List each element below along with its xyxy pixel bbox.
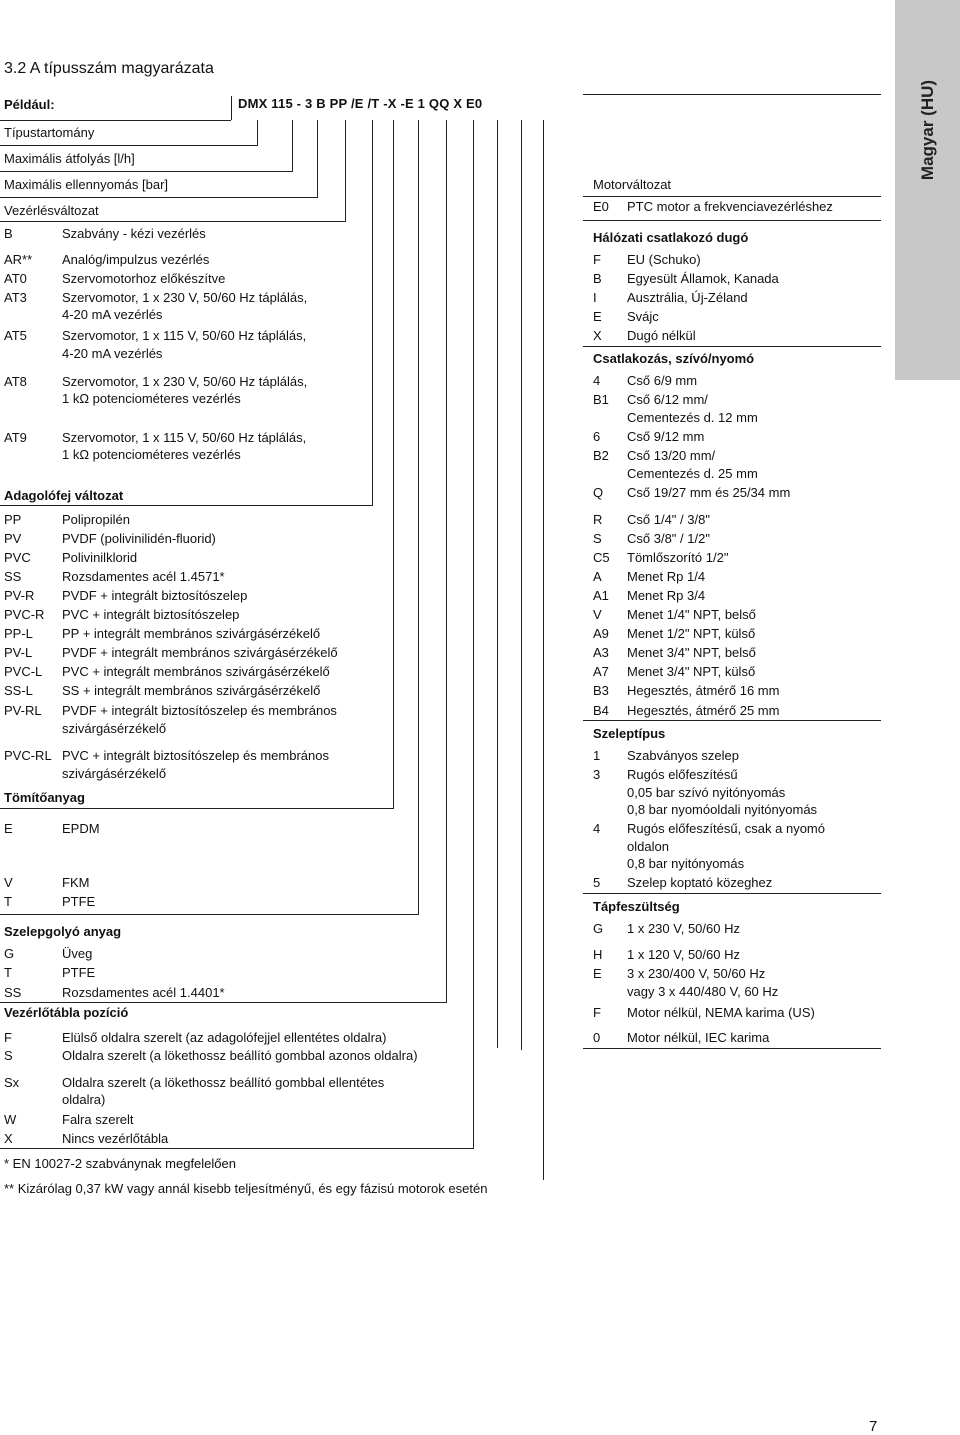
ball-heading: Szelepgolyó anyag [4, 924, 122, 939]
code: X [4, 1131, 13, 1146]
desc-cont: oldalra) [62, 1092, 106, 1107]
example-type-code: DMX 115 - 3 B PP /E /T -X -E 1 QQ X E0 [238, 96, 483, 111]
desc: Szervomotorhoz előkészítve [62, 271, 226, 286]
desc: Falra szerelt [62, 1112, 134, 1127]
code: F [593, 1005, 601, 1020]
rule [372, 120, 373, 506]
code: SS [4, 569, 22, 584]
rule [0, 505, 372, 506]
desc: Motor nélkül, NEMA karima (US) [627, 1005, 815, 1020]
desc: Menet Rp 3/4 [627, 588, 706, 603]
rule [583, 346, 881, 347]
desc: Cső 3/8" / 1/2" [627, 531, 710, 546]
desc: Szervomotor, 1 x 230 V, 50/60 Hz táplálás, [62, 374, 308, 389]
desc: Cső 13/20 mm/ [627, 448, 716, 463]
code: 1 [593, 748, 601, 763]
code-rule [583, 94, 881, 95]
desc: Cső 6/12 mm/ [627, 392, 708, 407]
code: R [593, 512, 603, 527]
control-heading: Vezérlésváltozat [4, 203, 99, 218]
desc: Cső 1/4" / 3/8" [627, 512, 710, 527]
desc: PVDF (polivinilidén-fluorid) [62, 531, 216, 546]
code: AT0 [4, 271, 27, 286]
desc-cont: 4-20 mA vezérlés [62, 307, 163, 322]
rule [583, 196, 881, 197]
desc: Cső 9/12 mm [627, 429, 705, 444]
desc: Oldalra szerelt (a lökethossz beállító gombbal azonos oldalra) [62, 1048, 418, 1063]
example-underline [0, 120, 231, 121]
valve-heading: Szeleptípus [593, 726, 666, 741]
desc: Hegesztés, átmérő 25 mm [627, 703, 780, 718]
code: AT3 [4, 290, 27, 305]
desc: EPDM [62, 821, 100, 836]
code: AT8 [4, 374, 27, 389]
code: E [593, 309, 602, 324]
page-number: 7 [869, 1418, 878, 1435]
rule [583, 220, 881, 221]
code: PVC [4, 550, 31, 565]
code: E [593, 966, 602, 981]
code: F [593, 252, 601, 267]
code: T [4, 965, 12, 980]
rule [543, 120, 544, 1180]
desc-cont: vagy 3 x 440/480 V, 60 Hz [627, 984, 779, 999]
desc: Menet 1/2" NPT, külső [627, 626, 756, 641]
desc: PP + integrált membrános szivárgásérzékelő [62, 626, 321, 641]
rule [583, 1048, 881, 1049]
footnote-1: * EN 10027-2 szabványnak megfelelően [4, 1156, 236, 1171]
code: PV-L [4, 645, 33, 660]
code: B [593, 271, 602, 286]
desc: PVDF + integrált biztosítószelep [62, 588, 248, 603]
connection-heading: Csatlakozás, szívó/nyomó [593, 351, 755, 366]
code: C5 [593, 550, 610, 565]
code: H [593, 947, 603, 962]
seal-heading: Tömítőanyag [4, 790, 85, 805]
code: G [4, 946, 15, 961]
desc: PTC motor a frekvenciavezérléshez [627, 199, 833, 214]
desc-cont: Cementezés d. 12 mm [627, 410, 758, 425]
code: E [4, 821, 13, 836]
rule [0, 145, 257, 146]
rule [473, 120, 474, 1149]
rule [418, 120, 419, 915]
code: 3 [593, 767, 601, 782]
desc: Dugó nélkül [627, 328, 696, 343]
page-title: 3.2 A típusszám magyarázata [4, 60, 214, 77]
desc: Rozsdamentes acél 1.4571* [62, 569, 225, 584]
code: B4 [593, 703, 609, 718]
rule [257, 120, 258, 146]
example-label: Például: [4, 97, 55, 112]
desc: Menet 3/4" NPT, belső [627, 645, 756, 660]
desc: Szervomotor, 1 x 115 V, 50/60 Hz táplálás, [62, 430, 307, 445]
desc: 1 x 120 V, 50/60 Hz [627, 947, 740, 962]
desc: Szervomotor, 1 x 115 V, 50/60 Hz táplálás, [62, 328, 307, 343]
code: PV [4, 531, 22, 546]
code: 5 [593, 875, 601, 890]
desc-cont: Cementezés d. 25 mm [627, 466, 758, 481]
desc: Menet 3/4" NPT, külső [627, 664, 756, 679]
desc: Rozsdamentes acél 1.4401* [62, 985, 225, 1000]
desc: Ausztrália, Új-Zéland [627, 290, 748, 305]
head-heading: Adagolófej változat [4, 488, 124, 503]
desc: Polivinilklorid [62, 550, 138, 565]
code: SS [4, 985, 22, 1000]
supply-heading: Tápfeszültség [593, 899, 680, 914]
desc: Oldalra szerelt (a lökethossz beállító gombbal ellentétes [62, 1075, 385, 1090]
code: I [593, 290, 597, 305]
rule [317, 120, 318, 198]
rule [583, 893, 881, 894]
max-flow-label: Maximális átfolyás [l/h] [4, 151, 135, 166]
code: SS-L [4, 683, 33, 698]
code: PP-L [4, 626, 33, 641]
desc-cont: 1 kΩ potenciométeres vezérlés [62, 391, 241, 406]
language-tab [895, 0, 960, 380]
desc: Nincs vezérlőtábla [62, 1131, 169, 1146]
desc: Szelep koptató közeghez [627, 875, 773, 890]
code: PP [4, 512, 22, 527]
rule [521, 120, 522, 1050]
desc: PTFE [62, 894, 96, 909]
code: X [593, 328, 602, 343]
desc: Elülső oldalra szerelt (az adagolófejjel ellentétes oldalra) [62, 1030, 387, 1045]
rule [0, 914, 418, 915]
code: A1 [593, 588, 609, 603]
code: Q [593, 485, 604, 500]
rule [345, 120, 346, 222]
code: T [4, 894, 12, 909]
desc-cont: 0,05 bar szívó nyitónyomás [627, 785, 786, 800]
code: Sx [4, 1075, 20, 1090]
desc: PVC + integrált membrános szivárgásérzékelő [62, 664, 330, 679]
desc: FKM [62, 875, 90, 890]
code: PVC-R [4, 607, 45, 622]
desc-cont: 4-20 mA vezérlés [62, 346, 163, 361]
code: PV-RL [4, 703, 42, 718]
desc: PVDF + integrált membrános szivárgásérzékelő [62, 645, 338, 660]
footnote-2: ** Kizárólag 0,37 kW vagy annál kisebb teljesítményű, és egy fázisú motorok esetén [4, 1181, 488, 1196]
code: V [593, 607, 602, 622]
desc: Egyesült Államok, Kanada [627, 271, 779, 286]
code: B1 [593, 392, 609, 407]
code: B [4, 226, 13, 241]
desc-cont: oldalon [627, 839, 669, 854]
language-tab-label: Magyar (HU) [917, 79, 937, 181]
desc-cont: szivárgásérzékelő [62, 766, 167, 781]
plug-heading: Hálózati csatlakozó dugó [593, 230, 749, 245]
desc: SS + integrált membrános szivárgásérzékelő [62, 683, 321, 698]
code: W [4, 1112, 17, 1127]
desc-cont: 0,8 bar nyomóoldali nyitónyomás [627, 802, 818, 817]
panel-heading: Vezérlőtábla pozíció [4, 1005, 129, 1020]
code: B2 [593, 448, 609, 463]
desc-cont: 0,8 bar nyitónyomás [627, 856, 745, 871]
desc: Szabvány - kézi vezérlés [62, 226, 206, 241]
desc: 3 x 230/400 V, 50/60 Hz [627, 966, 766, 981]
code: E0 [593, 199, 609, 214]
rule [0, 808, 393, 809]
desc: Üveg [62, 946, 93, 961]
code: AT5 [4, 328, 27, 343]
type-range-label: Típustartomány [4, 125, 95, 140]
code: 0 [593, 1030, 601, 1045]
code: S [4, 1048, 13, 1063]
desc: Menet 1/4" NPT, belső [627, 607, 756, 622]
max-pressure-label: Maximális ellennyomás [bar] [4, 177, 169, 192]
rule [583, 720, 881, 721]
desc: Rugós előfeszítésű, csak a nyomó [627, 821, 825, 836]
desc: Motor nélkül, IEC karima [627, 1030, 770, 1045]
code: A3 [593, 645, 609, 660]
desc-cont: szivárgásérzékelő [62, 721, 167, 736]
code: A9 [593, 626, 609, 641]
code: 6 [593, 429, 601, 444]
code: AR** [4, 252, 33, 267]
rule [0, 1002, 446, 1003]
desc: EU (Schuko) [627, 252, 701, 267]
desc: Svájc [627, 309, 659, 324]
desc: Hegesztés, átmérő 16 mm [627, 683, 780, 698]
desc: Polipropilén [62, 512, 130, 527]
desc: PTFE [62, 965, 96, 980]
code: V [4, 875, 13, 890]
code: A7 [593, 664, 609, 679]
rule [0, 221, 345, 222]
code: F [4, 1030, 12, 1045]
rule [497, 120, 498, 1048]
code: G [593, 921, 604, 936]
desc: PVC + integrált biztosítószelep és membrános [62, 748, 329, 763]
desc: Szabványos szelep [627, 748, 740, 763]
code: 4 [593, 821, 601, 836]
desc: 1 x 230 V, 50/60 Hz [627, 921, 740, 936]
rule [0, 171, 292, 172]
rule [292, 120, 293, 172]
rule [0, 197, 317, 198]
code: S [593, 531, 602, 546]
desc: Tömlőszorító 1/2" [627, 550, 729, 565]
desc: Cső 6/9 mm [627, 373, 698, 388]
motor-heading: Motorváltozat [593, 177, 672, 192]
desc: Cső 19/27 mm és 25/34 mm [627, 485, 791, 500]
code: B3 [593, 683, 609, 698]
code: AT9 [4, 430, 27, 445]
code: PV-R [4, 588, 35, 603]
rule [231, 96, 232, 120]
rule [393, 120, 394, 809]
code: A [593, 569, 602, 584]
desc: Rugós előfeszítésű [627, 767, 738, 782]
code: 4 [593, 373, 601, 388]
desc: Analóg/impulzus vezérlés [62, 252, 210, 267]
desc: Szervomotor, 1 x 230 V, 50/60 Hz táplálás, [62, 290, 308, 305]
desc: PVC + integrált biztosítószelep [62, 607, 240, 622]
code: PVC-RL [4, 748, 52, 763]
desc: Menet Rp 1/4 [627, 569, 706, 584]
rule [446, 120, 447, 1003]
rule [0, 1148, 473, 1149]
code: PVC-L [4, 664, 43, 679]
desc-cont: 1 kΩ potenciométeres vezérlés [62, 447, 241, 462]
desc: PVDF + integrált biztosítószelep és membrános [62, 703, 337, 718]
